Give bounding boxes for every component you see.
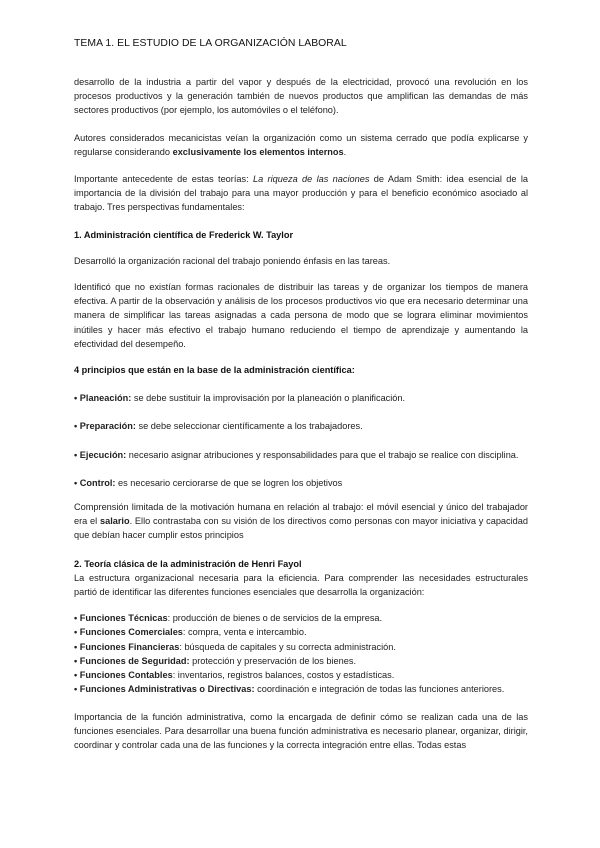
function-term: • Funciones Administrativas o Directivas:	[74, 684, 255, 695]
principle-text: necesario asignar atribuciones y responsabilidades para que el trabajo se realice con disciplina.	[126, 449, 519, 460]
principle-term: • Preparación:	[74, 421, 136, 432]
function-item	[74, 668, 528, 682]
function-text: : búsqueda de capitales y su correcta administración.	[179, 641, 396, 652]
section2-p1: La estructura organizacional necesaria para la eficiencia. Para comprender las necesidades estructurales partió de identificar las diferentes funciones esenciales que desarrolla la organización:	[74, 572, 528, 598]
section1-p3	[74, 500, 528, 543]
function-term: • Funciones Contables	[74, 670, 173, 681]
mecanicistas-emphasis: exclusivamente los elementos internos	[172, 146, 344, 157]
function-item	[74, 682, 528, 696]
antecedente-text: Importante antecedente de estas teorías:	[74, 174, 253, 185]
principle-term: • Ejecución:	[74, 449, 127, 460]
principle-item	[74, 476, 528, 490]
antecedente-rest: de Adam Smith: idea esencial de la importancia de la división del trabajo para una mayor producción y para el beneficio económico asociado al trabajo. Tres perspectivas fundamentales:	[74, 174, 528, 213]
book-title: La riqueza de las naciones	[253, 174, 370, 185]
mecanicistas-text: Autores considerados mecanicistas veían la organización como un sistema cerrado que podía explicarse y regularse considerando	[74, 132, 528, 157]
section2-heading: 2. Teoría clásica de la administración de Henri Fayol	[74, 558, 302, 569]
function-term: • Funciones Técnicas	[74, 613, 168, 624]
section2-p2: Importancia de la función administrativa, como la encargada de definir cómo se realizan cada una de las funciones esenciales. Para desarrollar una buena función administrativa es necesario planear, organizar, dirigir, coordinar y controlar cada una de las funciones y la correcta integración entre ellas. Todas estas	[74, 711, 528, 750]
function-term: • Funciones Financieras	[74, 641, 180, 652]
function-item	[74, 654, 528, 668]
principle-term: • Planeación:	[74, 393, 132, 404]
page-content	[74, 75, 528, 752]
function-term: • Funciones Comerciales	[74, 627, 183, 638]
intro-paragraph: desarrollo de la industria a partir del vapor y después de la electricidad, provocó una revolución en los procesos productivos y la generación también de nuevos productos que amplifican las demandas de más sectores productivos (por ejemplo, los automóviles o el teléfono).	[74, 77, 528, 116]
function-text: : compra, venta e intercambio.	[182, 627, 307, 638]
principle-item	[74, 391, 528, 405]
principles-list	[74, 391, 528, 490]
salario-emphasis: salario	[99, 516, 130, 527]
principle-text: es necesario cerciorarse de que se logren los objetivos	[115, 477, 343, 488]
section1-p3-rest: . Ello contrastaba con su visión de los directivos como personas con mayor iniciativa y capacidad que debían hacer cumplir estos principios	[74, 516, 528, 541]
section1-heading: 1. Administración científica de Frederick W. Taylor	[74, 229, 294, 240]
section1-p1: Desarrolló la organización racional del trabajo poniendo énfasis en las tareas.	[74, 255, 391, 266]
principle-item	[74, 448, 528, 462]
functions-list	[74, 611, 528, 696]
principle-text: se debe sustituir la improvisación por la planeación o planificación.	[131, 393, 406, 404]
function-text: : producción de bienes o de servicios de la empresa.	[167, 613, 383, 624]
mecanicistas-end: .	[343, 146, 347, 157]
principles-heading: 4 principios que están en la base de la administración científica:	[74, 365, 355, 376]
function-text: protección y preservación de los bienes.	[189, 655, 357, 666]
principle-text: se debe seleccionar científicamente a los trabajadores.	[135, 421, 363, 432]
section1-p3-text: Comprensión limitada de la motivación humana en relación al trabajo: el móvil esencial y único del trabajador era el	[74, 502, 528, 527]
function-item	[74, 640, 528, 654]
page-header: TEMA 1. EL ESTUDIO DE LA ORGANIZACIÓN LABORAL	[74, 38, 347, 49]
antecedente-paragraph	[74, 172, 528, 215]
function-term: • Funciones de Seguridad:	[74, 655, 190, 666]
function-text: coordinación e integración de todas las funciones anteriores.	[254, 684, 505, 695]
mecanicistas-paragraph	[74, 131, 528, 159]
principle-term: • Control:	[74, 477, 116, 488]
principle-item	[74, 419, 528, 433]
function-item	[74, 625, 528, 639]
function-item	[74, 611, 528, 625]
section1-p2: Identificó que no existían formas racionales de distribuir las tareas y de organizar los tiempos de manera efectiva. A partir de la observación y análisis de los procesos productivos vio que era necesario determinar una manera de simplificar las tareas asignadas a cada persona de modo que se lograra eliminar movimientos inútiles y hacer más efectivo el trabajo humano reduciendo el tiempo de aprendizaje y aumentando la efectividad del desempeño.	[74, 282, 528, 349]
function-text: : inventarios, registros balances, costos y estadísticas.	[172, 670, 395, 681]
